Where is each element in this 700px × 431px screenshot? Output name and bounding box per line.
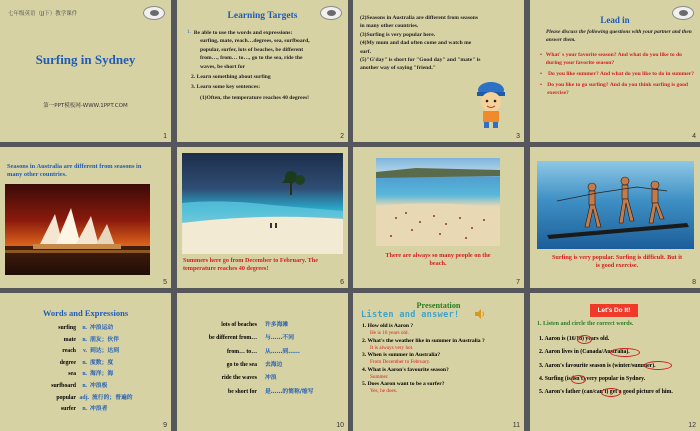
slide-number: 8 (692, 279, 696, 286)
slide-caption: Summers here go from December to February. The temperature reaches 40 degrees! (183, 257, 318, 273)
sentence-line: (2)Seasons in Australia are different from seasons (360, 15, 479, 21)
slide-number: 7 (516, 279, 520, 286)
bullet-icon: • (540, 52, 542, 58)
vocab-row: surfing n. 冲浪运动 (58, 325, 114, 331)
opera-house-silhouette (5, 184, 150, 275)
slide-number: 10 (336, 422, 344, 429)
qa-question: 1. How old is Aaron ? (362, 323, 414, 329)
target-line: popular, surfer, lots of beaches, be different (200, 46, 304, 53)
sentence-line: (4)My mum and dad often come and watch me (360, 40, 472, 47)
lead-in-intro: Please discuss the following questions with your partner and then answer them. (546, 29, 692, 43)
slide-thumbnail-9[interactable] (0, 293, 171, 431)
target-line: (1)Often, the temperature reaches 40 degrees! (200, 94, 310, 101)
sentence-list (360, 14, 510, 73)
sentence-line: in many other countries. (360, 23, 419, 30)
fill-line: 1. Aaron is (16/18) years old. (539, 336, 610, 342)
slide-thumbnail-7[interactable] (353, 147, 524, 288)
phrase-table (187, 319, 342, 399)
slide-number: 12 (688, 422, 696, 429)
slide-number: 2 (340, 133, 344, 140)
vocab-row: popular adj. 流行的；普遍的 (56, 394, 133, 401)
slide-thumbnail-2[interactable] (177, 0, 348, 142)
qa-answer: It is always very hot. (370, 344, 414, 351)
fill-line: 3. Aaron's favourite season is (winter/summer). (539, 362, 656, 369)
fill-line: 4. Surfing (is/isn't) very popular in Sydney. (539, 375, 646, 382)
slide-number: 5 (163, 279, 167, 286)
slide-title: Words and Expressions (42, 308, 129, 318)
phrase-row: ride the waves 冲浪 (221, 375, 277, 382)
slide-thumbnail-6[interactable] (177, 147, 348, 288)
slide-subtitle: Listen and answer! (361, 310, 460, 320)
slide-thumbnail-8[interactable] (530, 147, 700, 288)
question-item: • Do you like to go surfing? And do you think surfing is good exercise? (540, 82, 689, 97)
slide-thumbnail-1[interactable] (0, 0, 171, 142)
phrase-row: go to the sea 去海边 (226, 361, 283, 368)
bubble-icon (143, 6, 165, 20)
bullet-icon: • (540, 82, 542, 89)
answer-circle-icon (601, 388, 621, 397)
slide-title: Presentation (416, 301, 461, 310)
target-line: waves, be short for (200, 63, 246, 70)
slide-thumbnail-10[interactable] (177, 293, 348, 431)
slide-title: Lead in (600, 15, 630, 25)
slide-thumbnail-11[interactable] (353, 293, 524, 431)
question-list (540, 51, 695, 98)
vocab-row: mate n. 朋友；伙伴 (63, 336, 119, 343)
vocab-row: sea n. 海洋；海 (68, 371, 114, 378)
phrase-row: be different from… 与……不同 (208, 335, 294, 342)
target-line: 3. Learn some key sentences: (191, 84, 261, 91)
surfers-silhouette (537, 161, 694, 249)
answer-circle-icon (571, 375, 586, 384)
qa-answer: From December to February. (370, 359, 431, 366)
target-line: 1. Be able to use the words and expressions: (187, 30, 293, 36)
slide-thumbnail-3[interactable] (353, 0, 524, 142)
qa-question: 3. When is summer in Australia? (362, 352, 441, 359)
qa-question: 5. Does Aaron want to be a surfer? (362, 381, 445, 388)
target-line: surfing, mate, reach…degrees, sea, surfboard, (200, 38, 310, 45)
target-list (187, 29, 345, 102)
sentence-line: another way of saying "friend." (360, 65, 436, 72)
qa-question: 2. What's the weather like in summer in Australia ? (362, 337, 485, 344)
qa-answer: Yes, he does. (370, 388, 398, 395)
qa-question: 4. What is Aaron's favourite season? (362, 366, 449, 373)
water-ski-photo (537, 161, 694, 249)
qa-list (362, 323, 517, 395)
vocab-row: reach v. 到达；达到 (62, 348, 119, 355)
beach-storm-photo (182, 153, 343, 254)
slide-thumbnail-4[interactable] (530, 0, 700, 142)
target-line: from…, from… to…, go to the sea, ride the (200, 55, 303, 62)
slide-caption: Surfing is very popular. Surfing is difficult. But it is good exercise. (551, 254, 683, 270)
slide-number: 6 (340, 279, 344, 286)
slide-number: 3 (516, 133, 520, 140)
bullet-icon: 1. (187, 30, 191, 35)
sentence-line: (5)"G'day" is short for "Good day" and "mate" is (360, 56, 481, 63)
slide-number: 11 (512, 422, 520, 429)
phrase-row: from… to… 从……到…… (227, 348, 300, 355)
answer-circle-icon (644, 361, 672, 370)
question-item: • Do you like summer? And what do you like to do in summer? (540, 71, 695, 78)
slide-caption: Seasons in Australia are different from seasons in many other countries. (7, 163, 142, 179)
qa-answer: Summer. (370, 373, 389, 380)
question-item: • What' s your favorite season? And what do you like to do during your favorite season? (540, 52, 682, 67)
slide-thumbnail-12[interactable] (530, 293, 700, 431)
answer-circle-icon (610, 348, 640, 357)
speaker-icon[interactable] (474, 309, 486, 319)
slide-title: Surfing in Sydney (35, 52, 136, 67)
phrase-row: be short for 是……的简称/缩写 (228, 388, 314, 395)
fill-line: 2. Aaron lives in (Canada/Australia). (539, 349, 630, 356)
sentence-line: surf. (360, 48, 372, 55)
phrase-row: lots of beaches 许多海滩 (221, 322, 289, 328)
vocab-row: surfboard n. 冲浪板 (51, 382, 108, 389)
slide-top-note: 七年级英语（JJ下）教学课件 (8, 11, 78, 17)
slide-instruction: 1. Listen and circle the correct words. (537, 321, 634, 327)
qa-answer: He is 16 years old. (370, 330, 409, 337)
opera-house-photo (5, 184, 150, 275)
cartoon-boy-image (471, 80, 511, 128)
slide-footer: 第一PPT模板网-WWW.1PPT.COM (43, 103, 128, 109)
slide-title: Learning Targets (227, 11, 298, 21)
slide-number: 9 (163, 422, 167, 429)
slide-thumbnail-5[interactable] (0, 147, 171, 288)
bullet-icon: • (540, 71, 542, 78)
vocab-row: degree n. 度数；度 (59, 359, 114, 366)
sentence-line: (3)Surfing is very popular here. (360, 31, 436, 38)
answer-circle-icon (577, 335, 592, 344)
lets-do-it-badge: Let's Do It! (590, 304, 638, 317)
target-line: 2. Learn something about surfing (191, 73, 271, 80)
crowded-beach-photo (376, 158, 500, 246)
slide-number: 4 (692, 133, 696, 140)
slide-caption: There are always so many people on the beach. (385, 252, 491, 268)
vocab-row: surfer n. 冲浪者 (60, 406, 108, 413)
beach-crowd (376, 158, 500, 246)
beach-scene (182, 153, 343, 254)
slide-number: 1 (163, 133, 167, 140)
fill-line: 5. Aaron's father (can/can't) get a good picture of him. (539, 389, 673, 396)
vocab-table (18, 323, 158, 416)
